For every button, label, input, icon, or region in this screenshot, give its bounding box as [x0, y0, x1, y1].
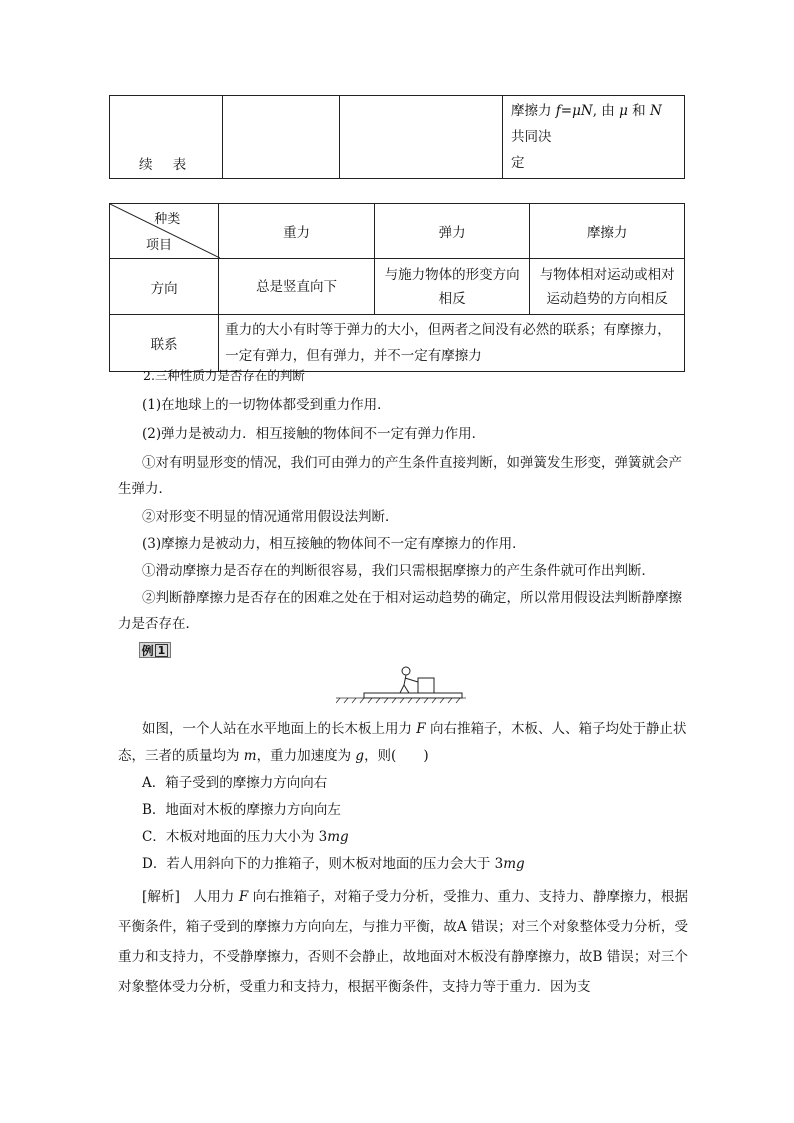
ground-hatching	[336, 698, 466, 703]
paragraph: ①对有明显形变的情况，我们可由弹力的产生条件直接判断，如弹簧发生形变，弹簧就会产生弹力．	[118, 455, 682, 497]
force-comparison-table	[109, 203, 685, 372]
option-b: B．地面对木板的摩擦力方向向左	[142, 802, 341, 818]
box	[418, 678, 434, 693]
analysis-paragraph: [解析] 人用力 F 向右推箱子，对箱子受力分析，受推力、重力、支持力、静摩擦力，根据平衡条件，箱子受到的摩擦力方向向左，与推力平衡，故A 错误；对三个对象整体受力分析，受重力和支持力，不受静摩擦力，否则不会静止，故地面对木板没有静摩擦力，故B 错误；对三个对象整体受力分析，受重力和支持力，根据平衡条件，支持力等于重力．因为支	[118, 889, 688, 995]
relation-cell: 重力的大小有时等于弹力的大小，但两者之间没有必然的联系；有摩擦力，一定有弹力，但有弹力，并不一定有摩擦力	[219, 315, 685, 372]
diagonal-header-cell	[110, 204, 219, 259]
header-item-label: 项目	[146, 238, 173, 253]
table-row	[110, 315, 685, 372]
top-table-fragment	[109, 95, 685, 179]
paragraph: (3)摩擦力是被动力，相互接触的物体间不一定有摩擦力的作用．	[142, 536, 526, 552]
push-box-figure	[336, 664, 466, 704]
paragraph: (1)在地球上的一切物体都受到重力作用．	[142, 397, 391, 413]
elastic-direction-cell: 与施力物体的形变方向相反	[374, 259, 530, 315]
table-header-row	[110, 204, 685, 259]
column-header-elastic: 弹力	[374, 204, 530, 259]
example-badge: 例 1	[139, 642, 171, 658]
column-header-friction: 摩擦力	[530, 204, 685, 259]
row-label-relation: 联系	[110, 315, 219, 372]
option-c: C．木板对地面的压力大小为 3mg	[142, 829, 349, 845]
paragraph: ②对形变不明显的情况通常用假设法判断．	[142, 509, 399, 525]
example-question: 如图，一个人站在水平地面上的长木板上用力 F 向右推箱子，木板、人、箱子均处于静止状态，三者的质量均为 m，重力加速度为 g，则( )	[118, 721, 687, 764]
friction-direction-cell: 与物体相对运动或相对运动趋势的方向相反	[530, 259, 685, 315]
column-header-gravity: 重力	[219, 204, 375, 259]
paragraph: ②判断静摩擦力是否存在的困难之处在于相对运动趋势的确定，所以常用假设法判断静摩擦力是否存在．	[118, 590, 682, 632]
empty-cell	[223, 96, 340, 179]
row-label-direction: 方向	[110, 259, 219, 315]
person-figure	[400, 667, 418, 693]
wooden-board	[364, 693, 462, 698]
section-heading: 2.三种性质力是否存在的判断	[143, 368, 305, 383]
gravity-direction-cell: 总是竖直向下	[219, 259, 375, 315]
header-category-label: 种类	[154, 212, 181, 227]
paragraph: (2)弹力是被动力．相互接触的物体间不一定有弹力作用．	[142, 426, 486, 442]
option-d: D．若人用斜向下的力推箱子，则木板对地面的压力会大于 3mg	[142, 856, 525, 872]
analysis-label: [解析]	[142, 889, 180, 905]
paragraph: ①滑动摩擦力是否存在的判断很容易，我们只需根据摩擦力的产生条件就可作出判断．	[142, 563, 655, 579]
table-row	[110, 96, 685, 179]
option-a: A．箱子受到的摩擦力方向向右	[142, 775, 328, 791]
table-row	[110, 259, 685, 315]
continued-table-label: 续 表	[139, 157, 195, 173]
empty-cell	[340, 96, 503, 179]
friction-formula-cell: 摩擦力 f=μN, 由 μ 和 N 共同决 定	[503, 96, 685, 179]
